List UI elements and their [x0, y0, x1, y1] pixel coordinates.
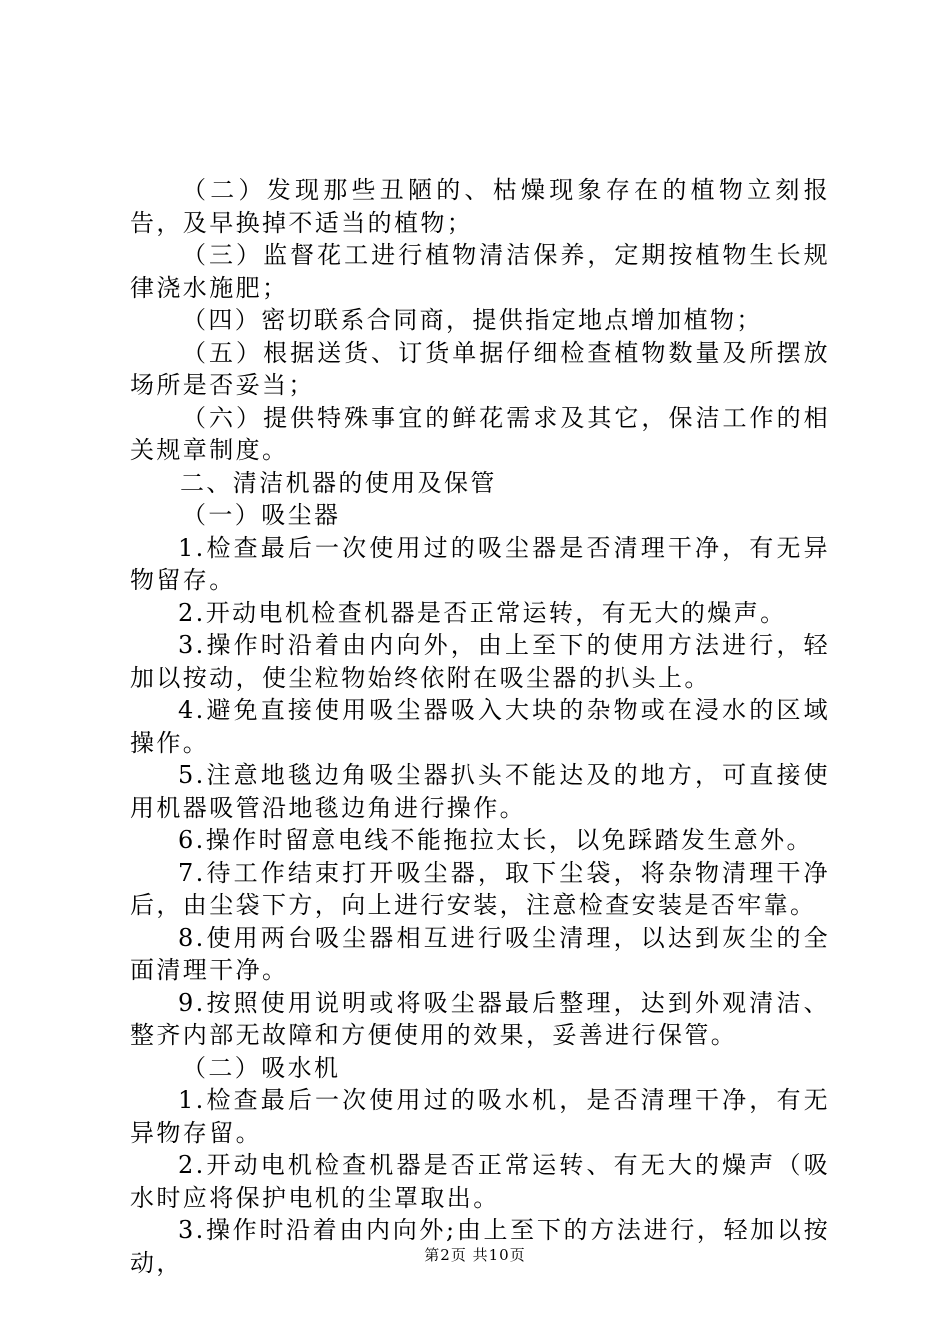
- paragraph: 1.检查最后一次使用过的吸水机，是否清理干净，有无异物存留。: [130, 1086, 830, 1147]
- paragraph: 3.操作时沿着由内向外，由上至下的使用方法进行，轻加以按动，使尘粒物始终依附在吸尘器的扒头上。: [130, 631, 830, 692]
- paragraph: （二）吸水机: [182, 1053, 341, 1082]
- paragraph: 4.避免直接使用吸尘器吸入大块的杂物或在浸水的区域操作。: [130, 696, 830, 757]
- paragraph: 6.操作时留意电线不能拖拉太长，以免踩踏发生意外。: [178, 826, 813, 854]
- paragraph: 5.注意地毯边角吸尘器扒头不能达及的地方，可直接使用机器吸管沿地毯边角进行操作。: [130, 761, 830, 822]
- paragraph: 二、清洁机器的使用及保管: [180, 468, 497, 497]
- paragraph: 1.检查最后一次使用过的吸尘器是否清理干净，有无异物留存。: [130, 533, 830, 594]
- paragraph: （一）吸尘器: [182, 501, 341, 529]
- paragraph: （五）根据送货、订货单据仔细检查植物数量及所摆放场所是否妥当；: [130, 338, 830, 399]
- paragraph: （六）提供特殊事宜的鲜花需求及其它，保洁工作的相关规章制度。: [130, 403, 830, 464]
- page-footer: 第2页 共10页: [424, 1246, 526, 1264]
- paragraph: 7.待工作结束打开吸尘器，取下尘袋，将杂物清理干净后，由尘袋下方，向上进行安装，注意检查安装是否牢靠。: [130, 858, 830, 919]
- paragraph: 8.使用两台吸尘器相互进行吸尘清理，以达到灰尘的全面清理干净。: [130, 923, 830, 984]
- paragraph: 9.按照使用说明或将吸尘器最后整理，达到外观清洁、整齐内部无故障和方便使用的效果，妥善进行保管。: [130, 988, 830, 1049]
- paragraph: 2.开动电机检查机器是否正常运转，有无大的燥声。: [178, 598, 787, 627]
- paragraph: （四）密切联系合同商，提供指定地点增加植物；: [182, 306, 763, 334]
- paragraph: 2.开动电机检查机器是否正常运转、有无大的燥声（吸水时应将保护电机的尘罩取出。: [130, 1151, 830, 1212]
- document-body: [130, 174, 830, 1279]
- paragraph: （三）监督花工进行植物清洁保养，定期按植物生长规律浇水施肥；: [130, 241, 830, 302]
- paragraph: （二）发现那些丑陋的、枯燥现象存在的植物立刻报告，及早换掉不适当的植物；: [130, 176, 830, 237]
- paragraph: 3.操作时沿着由内向外;由上至下的方法进行，轻加以按动，: [130, 1216, 830, 1277]
